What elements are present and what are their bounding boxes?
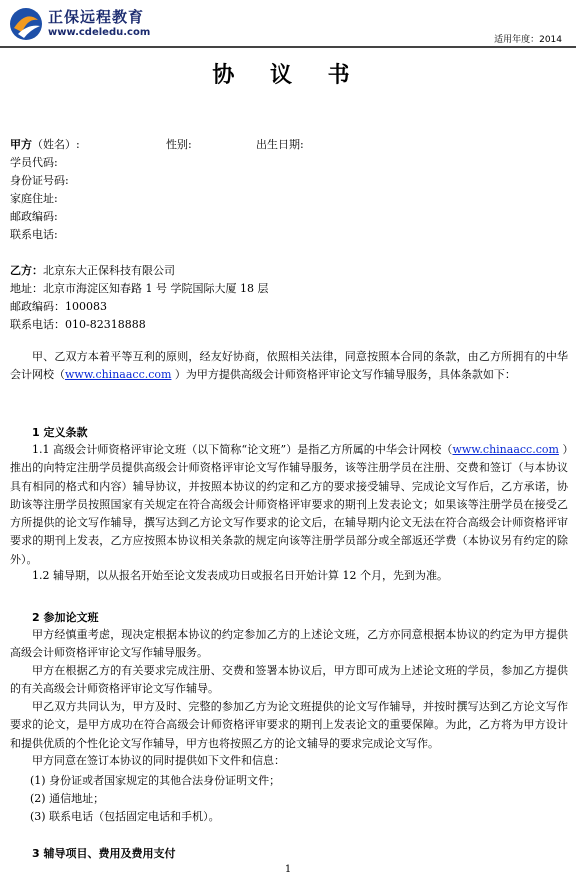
party-a-field: 联系电话: [10,228,58,241]
section-2-paragraph: 甲方同意在签订本协议的同时提供如下文件和信息： [32,754,285,767]
brand-url: www.cdeledu.com [48,27,151,38]
party-a-gender-label: 性别: [166,138,192,151]
section-2-paragraph: 甲方在根据乙方的有关要求完成注册、交费和签署本协议后，甲方即可成为上述论文班的学员，参加乙方提供的有关高级会计师资格评审论文写作辅导。 [10,664,568,696]
party-b-postcode: 邮政编码：100083 [10,300,107,313]
party-a-line [10,138,566,152]
clause-text: ）推出的向特定注册学员提供高级会计师资格评审论文写作辅导服务，该等注册学员在注册、交费和签订（与本协议具有相同的格式和内容）辅导协议，并按照本协议的约定和乙方的要求接受辅导、完成论文写作后，乙方承诺，协助该等注册学员按照国家有关规定在符合高级会计师资格评审要求的期刊上发表论文；如果该等注册学员在接受乙方所提供的论文写作辅导，撰写达到乙方论文写作要求的论文后，在辅导期内论文无法在符合高级会计师资格评审要求的期刊上发表，乙方应按照本协议相关条款的规定向该等注册学员部分或全部返还学费（本协议另有约定的除外）。 [10,443,568,566]
required-document-item: (2) 通信地址； [30,792,105,805]
brand-name: 正保远程教育 [48,8,145,26]
party-a-label: 甲方 [10,138,32,151]
party-b-phone: 联系电话：010-82318888 [10,318,146,331]
required-document-item: (1) 身份证或者国家规定的其他合法身份证明文件； [30,774,281,787]
party-b-address: 地址：北京市海淀区知春路 1 号 学院国际大厦 18 层 [10,282,269,295]
clause-1-2: 1.2 辅导期，以从报名开始至论文发表成功日或报名日开始计算 12 个月，先到为准。 [32,569,448,582]
page-number: 1 [284,864,292,875]
party-a-field: 家庭住址: [10,192,58,205]
document-title: 协 议 书 [212,62,364,88]
section-3-heading: 3 辅导项目、费用及费用支付 [32,847,176,860]
applicable-year: 适用年度：2014 [494,35,562,45]
page-header [0,0,576,48]
party-a-field: 学员代码: [10,156,58,169]
intro-text: 甲、乙双方本着平等互利的原则，经友好协商，依照相关法律，同意按照本合同的条款，由乙方所拥有的中华会计网校（ [10,350,568,382]
section-2-paragraph: 甲乙双方共同认为，甲方及时、完整的参加乙方为论文班提供的论文写作辅导，并按时撰写达到乙方论文写作要求的论文，是甲方成功在符合高级会计师资格评审要求的期刊上发表论文的重要保障。为此，乙方将为甲方设计和提供优质的个性化论文写作辅导，甲方也将按照乙方的论文辅导的要求完成论文写作。 [10,700,568,750]
required-document-item: (3) 联系电话（包括固定电话和手机）。 [30,810,220,823]
clause-1-1 [10,441,568,569]
chinaacc-link[interactable]: www.chinaacc.com [65,368,172,382]
party-a-birth-label: 出生日期: [256,138,304,151]
party-b-line [10,264,175,278]
section-1-heading: 1 定义条款 [32,426,88,439]
party-b-label: 乙方： [10,264,43,277]
section-2-heading: 2 参加论文班 [32,611,99,624]
brand-logo-icon [8,6,44,42]
party-a-field: 邮政编码: [10,210,58,223]
intro-text: ）为甲方提供高级会计师资格评审论文写作辅导服务，具体条款如下： [171,368,516,382]
section-2-paragraph: 甲方经慎重考虑，现决定根据本协议的约定参加乙方的上述论文班，乙方亦同意根据本协议的约定为甲方提供高级会计师资格评审论文写作辅导服务。 [10,628,568,660]
party-b-company: 北京东大正保科技有限公司 [43,264,175,277]
party-a-field: 身份证号码: [10,174,69,187]
party-a-name-label: （姓名）: [32,138,80,151]
intro-paragraph [10,348,568,385]
chinaacc-link[interactable]: www.chinaacc.com [452,443,559,456]
clause-text: 1.1 高级会计师资格评审论文班（以下简称“论文班”）是指乙方所属的中华会计网校（ [32,443,453,456]
header-divider [0,46,576,48]
